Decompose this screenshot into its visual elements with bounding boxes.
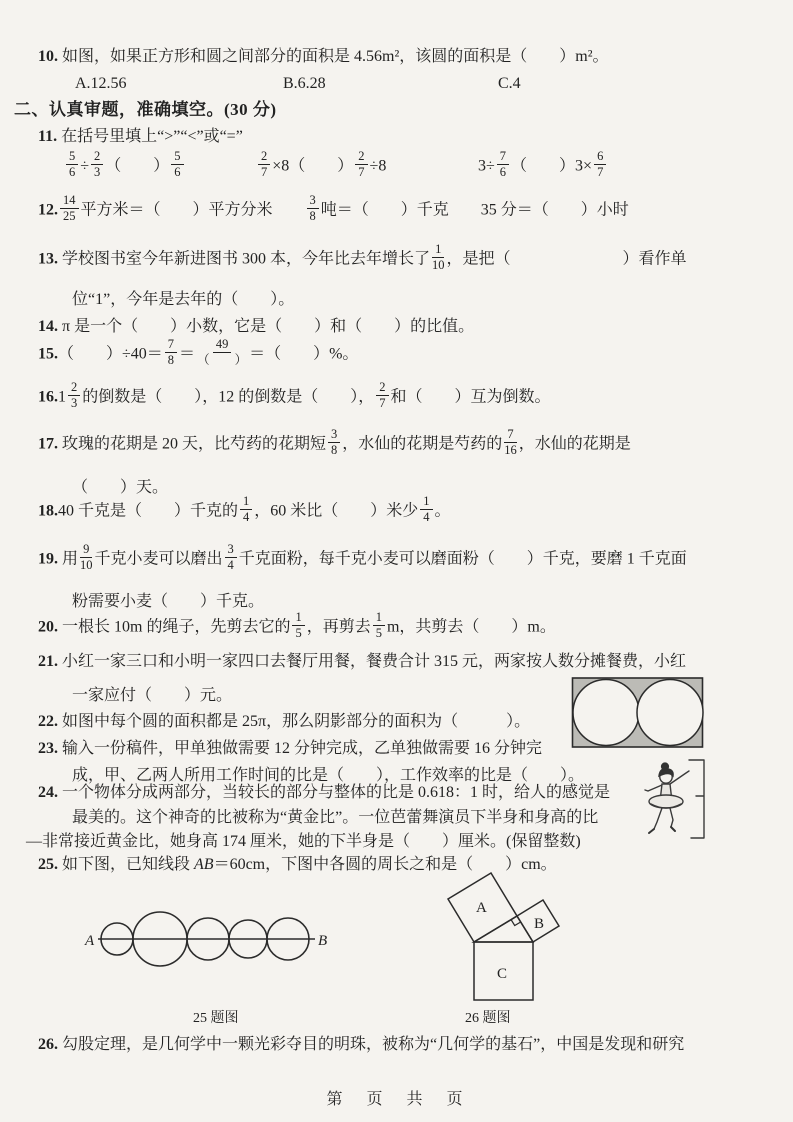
q15-line: 15.（ ）÷40＝ $\frac{7}{8}$ ＝ $\frac{49}{( )}$ ＝（ ）%。 xyxy=(38,337,359,368)
q24-line-2: 最美的。这个神奇的比被称为“黄金比”。一位芭蕾舞演员下半身和身高的比 xyxy=(72,809,599,826)
q19-line-1: 19. 用 $\frac{9}{10}$ 千克小麦可以磨出 $\frac{3}{4}$ 千克面粉，每千克小麦可以磨面粉（ ）千克，要磨 1 千克面 xyxy=(38,542,687,573)
fraction: $\frac{49}{( )}$ xyxy=(197,337,248,368)
q23-line-1: 23. 输入一份稿件，甲单独做需要 12 分钟完成，乙单独做需要 16 分钟完 xyxy=(38,740,543,757)
q26-label-c: C xyxy=(497,966,508,982)
fraction: $\frac{5}{6}$ xyxy=(171,150,183,179)
fraction: $\frac{14}{25}$ xyxy=(60,194,79,223)
section-2-heading: 二、认真审题，准确填空。(30 分) xyxy=(14,100,277,119)
q10-line: 10. 如图，如果正方形和圆之间部分的面积是 4.56m²，该圆的面积是（ ）m²。 xyxy=(38,48,609,65)
q19-line-2: 粉需要小麦（ ）千克。 xyxy=(72,593,265,610)
q14-line: 14. π 是一个（ ）小数，它是（ ）和（ ）的比值。 xyxy=(38,318,475,335)
ballerina-svg xyxy=(640,756,714,844)
q25-line: 25. 如下图，已知线段 AB＝60cm，下图中各圆的周长之和是（ ）cm。 xyxy=(38,856,557,873)
fraction: $\frac{1}{5}$ xyxy=(373,611,385,640)
q26-label-a: A xyxy=(476,900,487,916)
fraction: $\frac{1}{10}$ xyxy=(432,242,445,273)
fraction: $\frac{6}{7}$ xyxy=(594,150,606,179)
q26-label-b: B xyxy=(534,916,545,932)
q13-line-1: 13. 学校图书室今年新进图书 300 本，今年比去年增长了 $\frac{1}{10}$ ，是把（ ）看作单 xyxy=(38,242,687,273)
q25-label-a: A xyxy=(85,933,95,949)
fraction: $\frac{1}{5}$ xyxy=(292,611,304,640)
q21-line-2: 一家应付（ ）元。 xyxy=(72,687,233,704)
q25-circles-figure xyxy=(84,893,336,989)
fraction: $\frac{5}{6}$ xyxy=(66,150,78,179)
q11-line: 11. 在括号里填上“>”“<”或“=” xyxy=(38,128,243,145)
q24-line-3: —非常接近黄金比，她身高 174 厘米，她的下半身是（ ）厘米。(保留整数) xyxy=(26,833,581,850)
q17-line-2: （ ）天。 xyxy=(72,479,169,496)
q10-option-b: B.6.28 xyxy=(283,75,326,92)
q26-figure-caption: 26 题图 xyxy=(465,1011,511,1026)
q22-line: 22. 如图中每个圆的面积都是 25π，那么阴影部分的面积为（ ）。 xyxy=(38,713,531,730)
q11-group-2: $\frac{2}{7}$ ×8（ ） $\frac{2}{7}$ ÷8 xyxy=(256,152,386,181)
q20-line: 20. 一根长 10m 的绳子，先剪去它的 $\frac{1}{5}$ ，再剪去 $\frac{1}{5}$ m，共剪去（ ）m。 xyxy=(38,610,556,641)
q26-figure-svg xyxy=(438,858,578,1008)
fraction: $\frac{2}{3}$ xyxy=(68,381,80,410)
q10-option-c: C.4 xyxy=(498,75,521,92)
q13-line-2: 位“1”，今年是去年的（ ）。 xyxy=(72,291,295,308)
fraction: $\frac{7}{8}$ xyxy=(165,338,177,367)
q12-line: 12. $\frac{14}{25}$ 平方米＝（ ）平方分米 $\frac{3}{8}$ 吨＝（ ）千克 35 分＝（ ）小时 xyxy=(38,193,629,224)
fraction: $\frac{3}{8}$ xyxy=(328,428,340,457)
q24-line-1: 24. 一个物体分成两部分，当较长的部分与整体的比是 0.618：1 时，给人的感觉是 xyxy=(38,784,611,801)
fraction: $\frac{1}{4}$ xyxy=(420,495,432,524)
q23-line-2: 成，甲、乙两人所用工作时间的比是（ ），工作效率的比是（ ）。 xyxy=(72,767,585,784)
q18-line: 18.40 千克是（ ）千克的 $\frac{1}{4}$ ，60 米比（ ）米少 $\frac{1}{4}$ 。 xyxy=(38,494,451,525)
fraction: $\frac{9}{10}$ xyxy=(80,542,93,573)
fraction: $\frac{7}{16}$ xyxy=(504,427,517,458)
q11-group-3: 3÷ $\frac{7}{6}$ （ ）3× $\frac{6}{7}$ xyxy=(478,152,608,181)
fraction: $\frac{2}{7}$ xyxy=(355,150,367,179)
q26-line: 26. 勾股定理，是几何学中一颗光彩夺目的明珠，被称为“几何学的基石”，中国是发现和研究 xyxy=(38,1036,685,1053)
fraction: $\frac{1}{4}$ xyxy=(240,495,252,524)
page-footer: 第 页 共 页 xyxy=(326,1091,467,1108)
q22-shaded-circles-figure xyxy=(571,676,705,750)
q25-figure-caption: 25 题图 xyxy=(193,1011,239,1026)
q22-figure-svg xyxy=(571,676,705,750)
q21-line-1: 21. 小红一家三口和小明一家四口去餐厅用餐，餐费合计 315 元，两家按人数分摊餐费，小红 xyxy=(38,653,687,670)
fraction: $\frac{2}{3}$ xyxy=(91,150,103,179)
fraction: $\frac{7}{6}$ xyxy=(497,150,509,179)
q25-figure-svg xyxy=(84,893,336,989)
q11-group-1: $\frac{5}{6}$ ÷ $\frac{2}{3}$ （ ） $\frac{5}{6}$ xyxy=(64,152,186,181)
q10-option-a: A.12.56 xyxy=(75,75,127,92)
q25-label-b: B xyxy=(318,933,328,949)
ballerina-figure xyxy=(640,756,714,844)
fraction: $\frac{2}{7}$ xyxy=(376,381,388,410)
fraction: $\frac{3}{4}$ xyxy=(225,543,237,572)
q17-line-1: 17. 玫瑰的花期是 20 天，比芍药的花期短 $\frac{3}{8}$ ，水仙的花期是芍药的 $\frac{7}{16}$ ，水仙的花期是 xyxy=(38,427,631,458)
q26-pythagoras-figure xyxy=(438,858,578,1008)
fraction: $\frac{3}{8}$ xyxy=(307,194,319,223)
q16-line: 16.1 $\frac{2}{3}$ 的倒数是（ ），12 的倒数是（ ）， $\frac{2}{7}$ 和（ ）互为倒数。 xyxy=(38,380,551,411)
fraction: $\frac{2}{7}$ xyxy=(258,150,270,179)
